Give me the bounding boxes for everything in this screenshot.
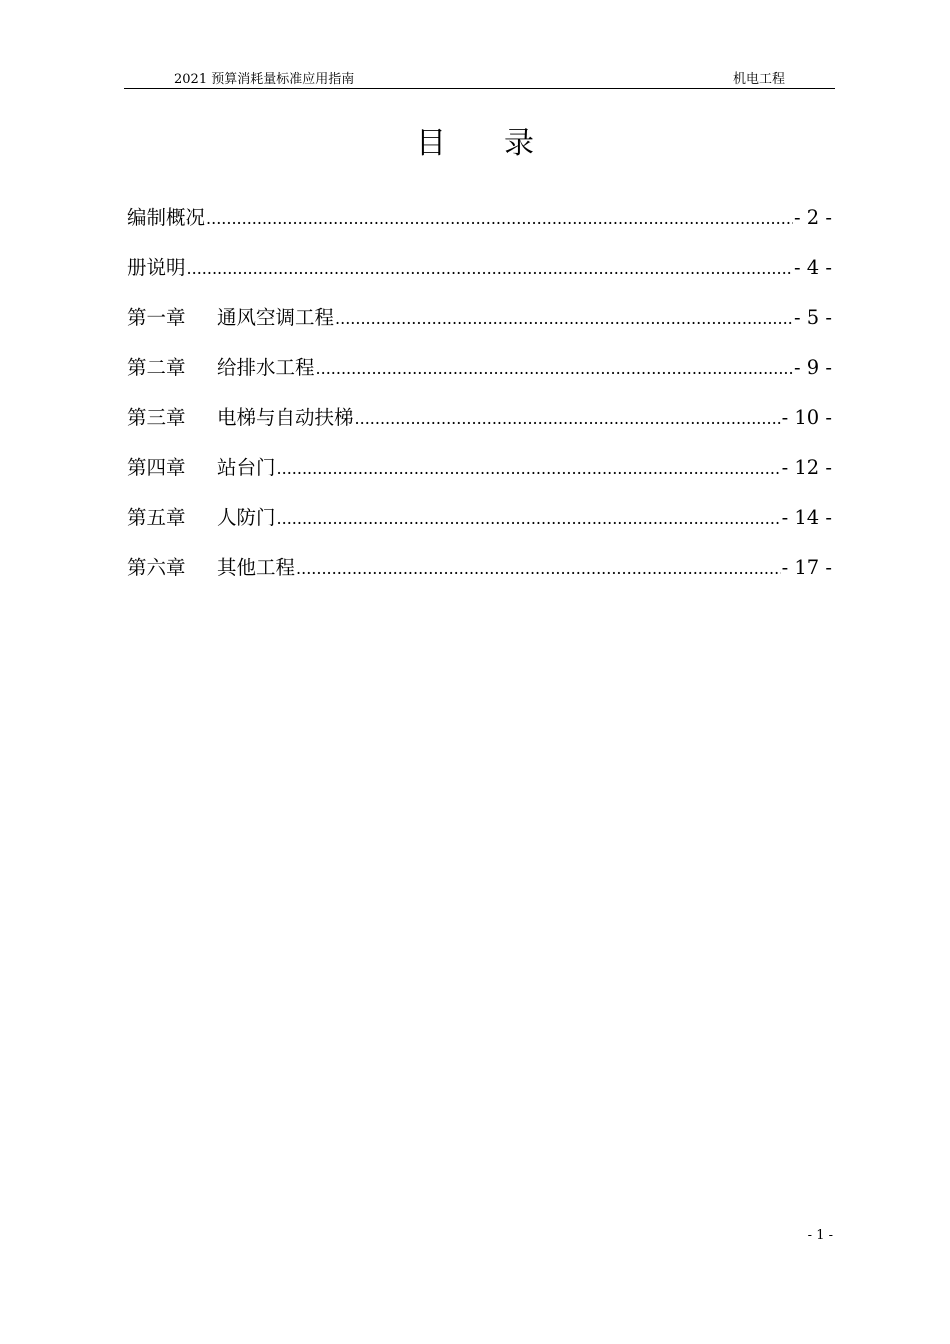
toc-leader-dots xyxy=(335,301,793,337)
toc-entry-chapter: 第六章 xyxy=(127,556,186,579)
toc-entry-page: - 5 - xyxy=(794,306,832,329)
toc-entry-name: 其他工程 xyxy=(217,556,296,579)
toc-leader-dots xyxy=(316,351,794,387)
toc-entry-chapter: 第五章 xyxy=(127,506,186,529)
toc-entry-name: 人防门 xyxy=(217,506,276,529)
toc-entry-name: 站台门 xyxy=(217,456,276,479)
toc-entry-page: - 17 - xyxy=(781,556,832,579)
toc-entry-page: - 4 - xyxy=(794,256,832,279)
page-number: - 1 - xyxy=(807,1228,833,1243)
toc-entry-chapter-1[interactable] xyxy=(127,300,832,350)
toc-entry-name: 通风空调工程 xyxy=(217,306,335,329)
toc-entry-chapter-4[interactable] xyxy=(127,450,832,500)
toc-entry-volume-notes[interactable] xyxy=(127,250,832,300)
toc-entry-chapter-6[interactable] xyxy=(127,550,832,600)
table-of-contents xyxy=(127,200,832,600)
header-document-title: 2021 预算消耗量标准应用指南 xyxy=(174,72,355,87)
toc-leader-dots xyxy=(206,201,793,237)
page-header xyxy=(124,66,835,89)
header-section-name: 机电工程 xyxy=(732,72,785,87)
toc-entry-overview[interactable] xyxy=(127,200,832,250)
toc-entry-chapter: 第三章 xyxy=(127,406,186,429)
toc-entry-chapter: 第一章 xyxy=(127,306,186,329)
toc-entry-page: - 10 - xyxy=(781,406,832,429)
toc-entry-name: 编制概况 xyxy=(127,206,206,229)
toc-entry-name: 给排水工程 xyxy=(217,356,315,379)
toc-entry-page: - 2 - xyxy=(794,206,832,229)
toc-title: 目录 xyxy=(416,126,592,161)
toc-entry-name: 册说明 xyxy=(127,256,186,279)
toc-entry-chapter: 第四章 xyxy=(127,456,186,479)
toc-entry-page: - 12 - xyxy=(781,456,832,479)
toc-entry-page: - 9 - xyxy=(794,356,832,379)
toc-leader-dots xyxy=(277,451,781,487)
toc-leader-dots xyxy=(187,251,794,287)
toc-leader-dots xyxy=(355,401,781,437)
toc-entry-chapter: 第二章 xyxy=(127,356,186,379)
toc-entry-chapter-5[interactable] xyxy=(127,500,832,550)
toc-entry-name: 电梯与自动扶梯 xyxy=(217,406,354,429)
toc-entry-page: - 14 - xyxy=(781,506,832,529)
toc-leader-dots xyxy=(296,551,781,587)
toc-leader-dots xyxy=(277,501,781,537)
toc-entry-chapter-2[interactable] xyxy=(127,350,832,400)
toc-entry-chapter-3[interactable] xyxy=(127,400,832,450)
